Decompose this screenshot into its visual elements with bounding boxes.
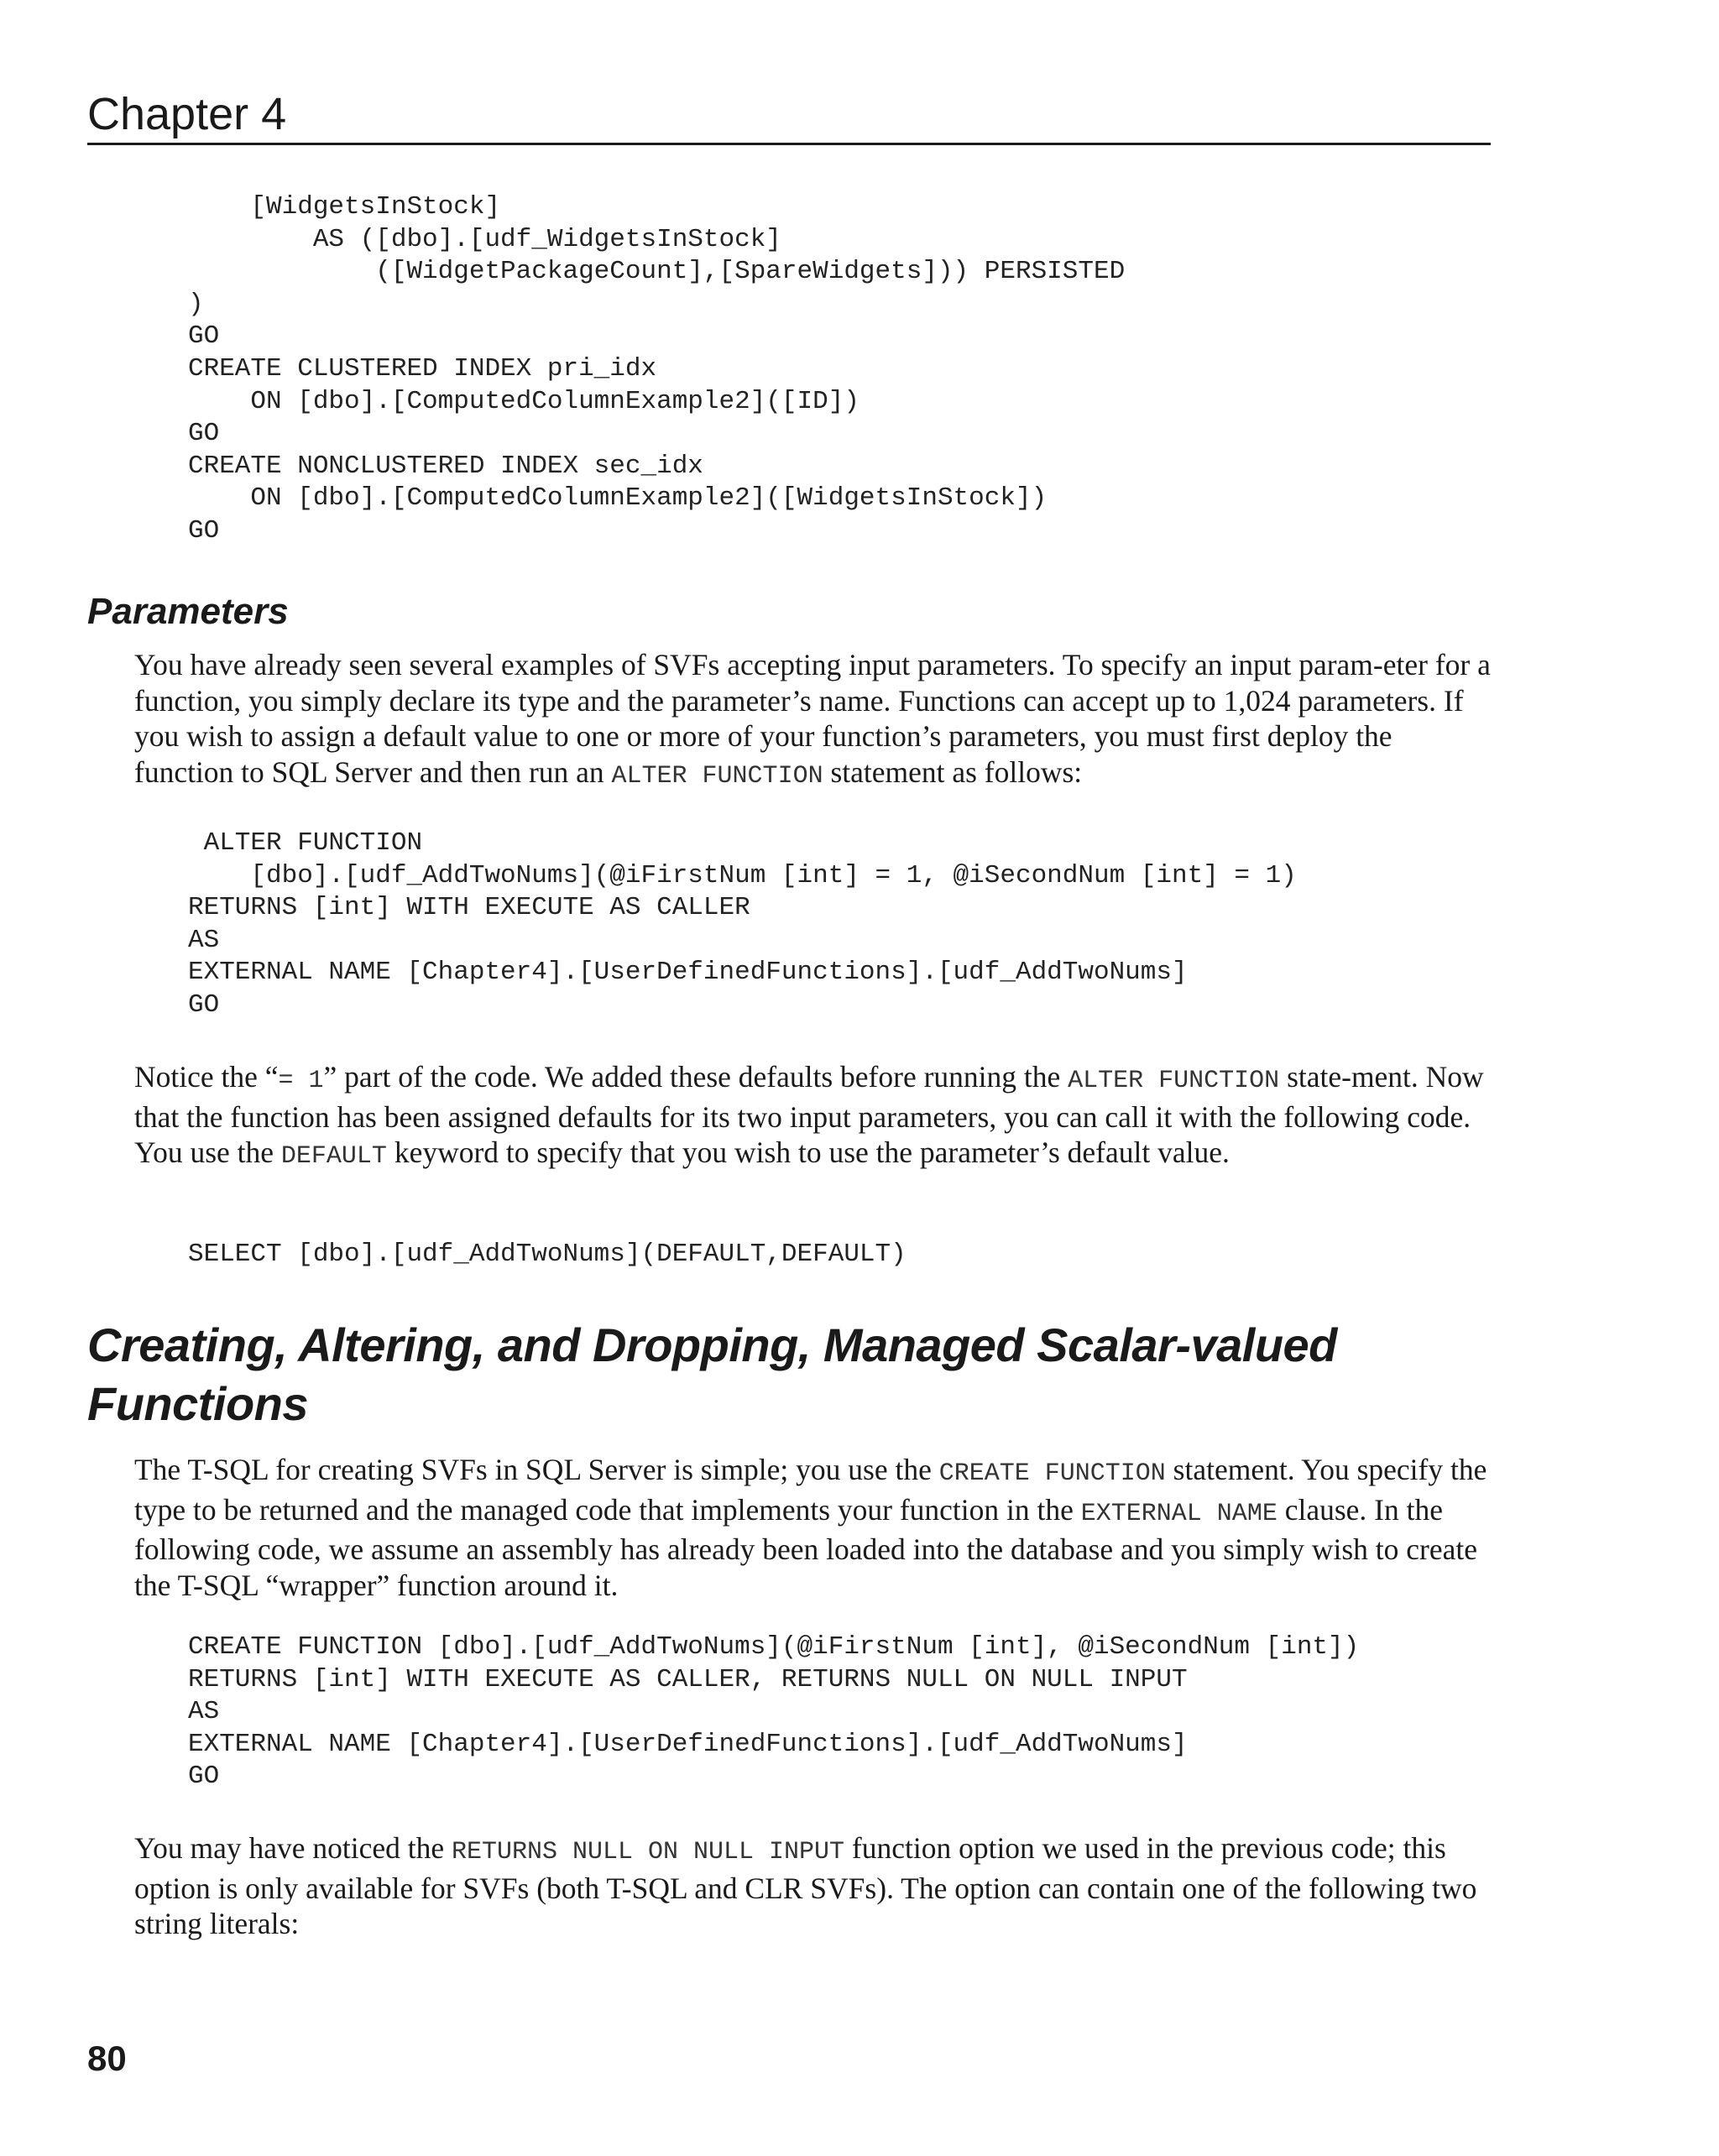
code-block-alter-function: ALTER FUNCTION [dbo].[udf_AddTwoNums](@iFirstNum [int] = 1, @iSecondNum [int] = 1) RETURNS [int] WITH EXECUTE AS CALLER AS EXTERNAL NAME [Chapter4].[UserDefinedFunctions].[udf_AddTwoNums] GO: [188, 828, 1297, 1020]
code-block-select-default: SELECT [dbo].[udf_AddTwoNums](DEFAULT,DEFAULT): [188, 1240, 907, 1269]
code-block-computed-column: [WidgetsInStock] AS ([dbo].[udf_WidgetsInStock] ([WidgetPackageCount],[SpareWidgets])) PERSISTED ) GO CREATE CLUSTERED INDEX pri_idx ON [dbo].[ComputedColumnExample2]([ID]) GO CREATE NONCLUSTERED INDEX sec_idx ON [dbo].[ComputedColumnExample2]([WidgetsInStock]) GO: [188, 192, 1126, 546]
page-header: [87, 84, 1491, 145]
page-number: 80: [87, 2039, 127, 2078]
code-block-create-function: CREATE FUNCTION [dbo].[udf_AddTwoNums](@iFirstNum [int], @iSecondNum [int]) RETURNS [int] WITH EXECUTE AS CALLER, RETURNS NULL ON NULL INPUT AS EXTERNAL NAME [Chapter4].[UserDefinedFunctions].[udf_AddTwoNums] GO: [188, 1632, 1360, 1792]
inline-code: ALTER FUNCTION: [611, 761, 823, 791]
paragraph-create-function-intro: [134, 1452, 1498, 1603]
inline-code: EXTERNAL NAME: [1080, 1499, 1277, 1528]
inline-code: DEFAULT: [280, 1142, 387, 1172]
paragraph-returns-null-option: [134, 1830, 1498, 1942]
inline-code: CREATE FUNCTION: [938, 1459, 1166, 1488]
inline-code: = 1: [278, 1067, 324, 1095]
text-run: clause. In the following code, we assume an assembly has already been loaded into the database and you simply wish to create the T-SQL “wrapper” function around it.: [134, 1492, 1477, 1602]
paragraph-parameters-intro: [134, 647, 1498, 794]
text-run: statement as follows:: [823, 754, 1083, 789]
text-run: Notice the “: [134, 1060, 279, 1094]
text-run: ” part of the code. We added these defaults before running the: [323, 1060, 1068, 1094]
text-run: statement. You specify the type to be returned and the managed code that implements your function in the: [134, 1453, 1487, 1527]
inline-code: ALTER FUNCTION: [1068, 1067, 1280, 1095]
inline-code: RETURNS NULL ON NULL INPUT: [451, 1838, 845, 1866]
text-run: The T-SQL for creating SVFs in SQL Server is simple; you use the: [134, 1453, 939, 1486]
text-run: keyword to specify that you wish to use the parameter’s default value.: [386, 1135, 1230, 1170]
text-run: You have already seen several examples of SVFs accepting input parameters. To specify an input param-eter for a function, you simply declare its type and the parameter’s name. Functions can accept up to 1,024 parameters. If you wish to assign a default value to one or more of your function’s parameters, you must first deploy the function to SQL Server and then run an: [134, 648, 1491, 789]
section-heading-parameters: Parameters: [87, 591, 289, 632]
chapter-title: Chapter 4: [87, 89, 287, 139]
text-run: You may have noticed the: [134, 1831, 452, 1865]
text-run: state-ment. Now that the function has been assigned defaults for its two input parameters, you can call it with the following code. You use the: [134, 1060, 1484, 1170]
text-run: function option we used in the previous code; this option is only available for SVFs (both T-SQL and CLR SVFs). The option can contain one of the following two string literals:: [134, 1831, 1477, 1941]
paragraph-defaults-note: [134, 1059, 1498, 1175]
section-heading-creating-functions: Creating, Altering, and Dropping, Managed Scalar-valued Functions: [87, 1318, 1337, 1430]
